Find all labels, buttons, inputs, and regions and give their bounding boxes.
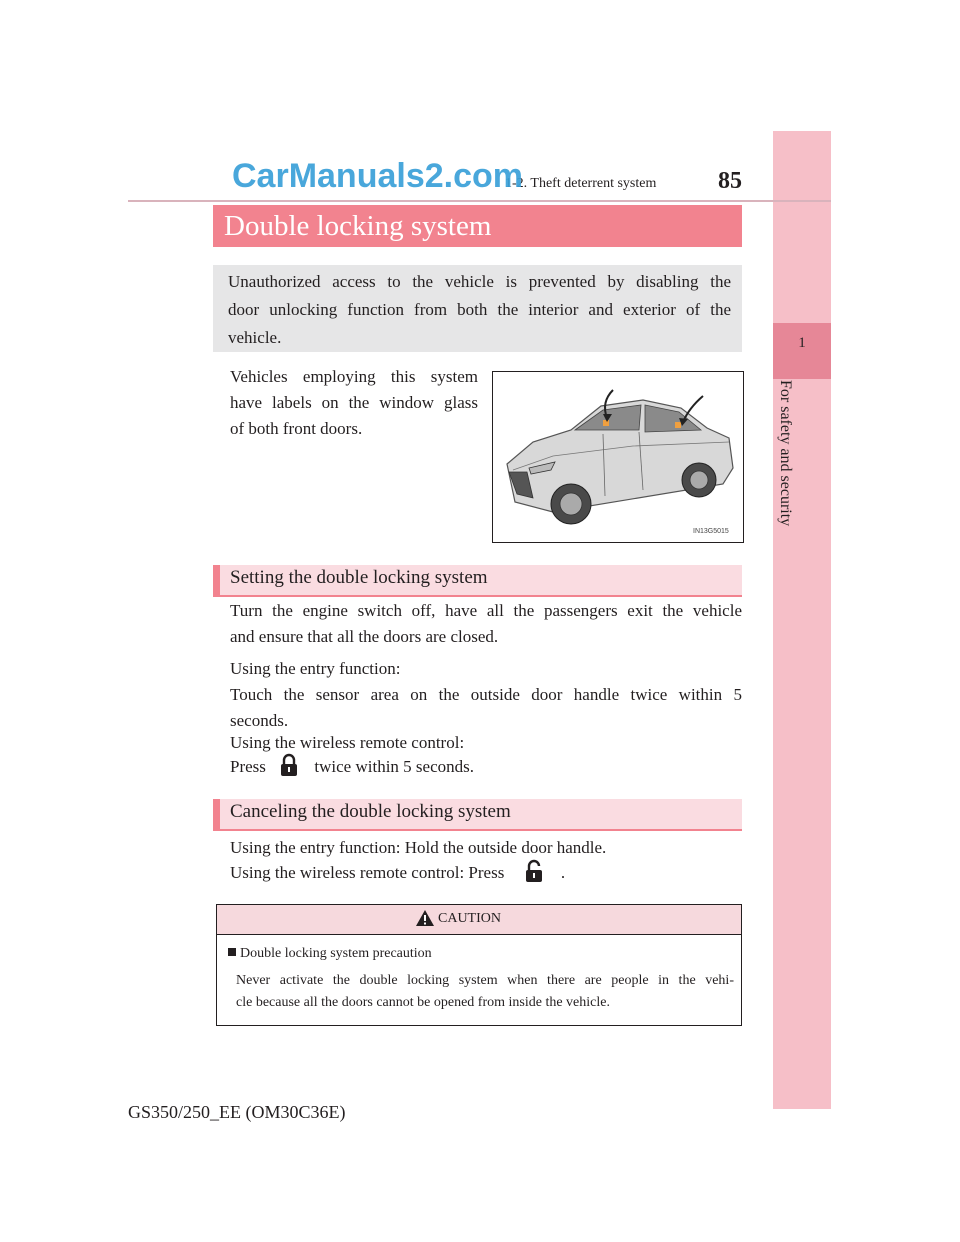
chapter-number: 1 xyxy=(798,335,806,351)
canceling-remote-after: . xyxy=(560,863,566,882)
canceling-entry-line: Using the entry function: Hold the outside door handle. xyxy=(230,838,607,857)
caution-body-line: cle because all the doors cannot be opened from inside the vehicle. xyxy=(236,995,610,1010)
chapter-title: For safety and security xyxy=(777,380,794,527)
setting-subhead-rule xyxy=(213,595,742,597)
setting-entry-label: Using the entry function: xyxy=(230,659,401,678)
unlock-icon xyxy=(523,859,545,881)
setting-para1-line: and ensure that all the doors are closed. xyxy=(230,627,499,646)
caution-body xyxy=(236,970,734,1014)
intro-line: vehicle. xyxy=(228,328,282,347)
press-after-text: twice within 5 seconds. xyxy=(314,757,474,776)
intro-line: door unlocking function from both the interior and exterior of the xyxy=(228,300,731,319)
chapter-title-vertical xyxy=(773,380,831,610)
setting-entry-text xyxy=(230,682,742,734)
setting-heading: Setting the double locking system xyxy=(230,567,488,588)
chapter-side-tab xyxy=(773,131,831,1109)
car-illustration xyxy=(492,371,744,543)
setting-para1-line: Turn the engine switch off, have all the passengers exit the vehicle xyxy=(230,601,742,620)
vehicles-line: of both front doors. xyxy=(230,419,363,438)
setting-press-line xyxy=(230,753,742,780)
watermark-logo: CarManuals2.com xyxy=(232,157,523,195)
header-rule xyxy=(128,200,831,202)
caution-item xyxy=(228,946,432,962)
canceling-remote-line xyxy=(230,859,742,886)
section-title: 1-2. Theft deterrent system xyxy=(505,176,657,191)
caution-body-line: Never activate the double locking system when there are people in the vehi- xyxy=(236,973,734,988)
press-text: Press xyxy=(230,757,266,776)
page-number: 85 xyxy=(718,168,742,194)
setting-entry-line: Touch the sensor area on the outside door handle twice within 5 xyxy=(230,685,742,704)
caution-item-title: Double locking system precaution xyxy=(240,946,432,961)
vehicles-line: Vehicles employing this system xyxy=(230,367,478,386)
intro-line: Unauthorized access to the vehicle is prevented by disabling the xyxy=(228,272,731,291)
footer-model-code: GS350/250_EE (OM30C36E) xyxy=(128,1102,346,1122)
vehicles-line: have labels on the window glass xyxy=(230,393,478,412)
page-title: Double locking system xyxy=(224,210,492,242)
setting-para1 xyxy=(230,598,742,650)
warning-icon xyxy=(415,909,435,927)
canceling-heading: Canceling the double locking system xyxy=(230,801,511,822)
illustration-code: IN13G5015 xyxy=(693,528,729,535)
setting-entry-line: seconds. xyxy=(230,711,289,730)
canceling-remote-text: Using the wireless remote control: Press xyxy=(230,863,505,882)
caution-title: CAUTION xyxy=(438,911,501,926)
lock-icon xyxy=(278,753,300,775)
vehicles-text xyxy=(230,364,478,442)
setting-remote-label: Using the wireless remote control: xyxy=(230,733,465,752)
intro-text xyxy=(228,268,731,352)
canceling-subhead-rule xyxy=(213,829,742,831)
bullet-square-icon xyxy=(228,948,236,956)
car-drawing xyxy=(493,372,743,542)
